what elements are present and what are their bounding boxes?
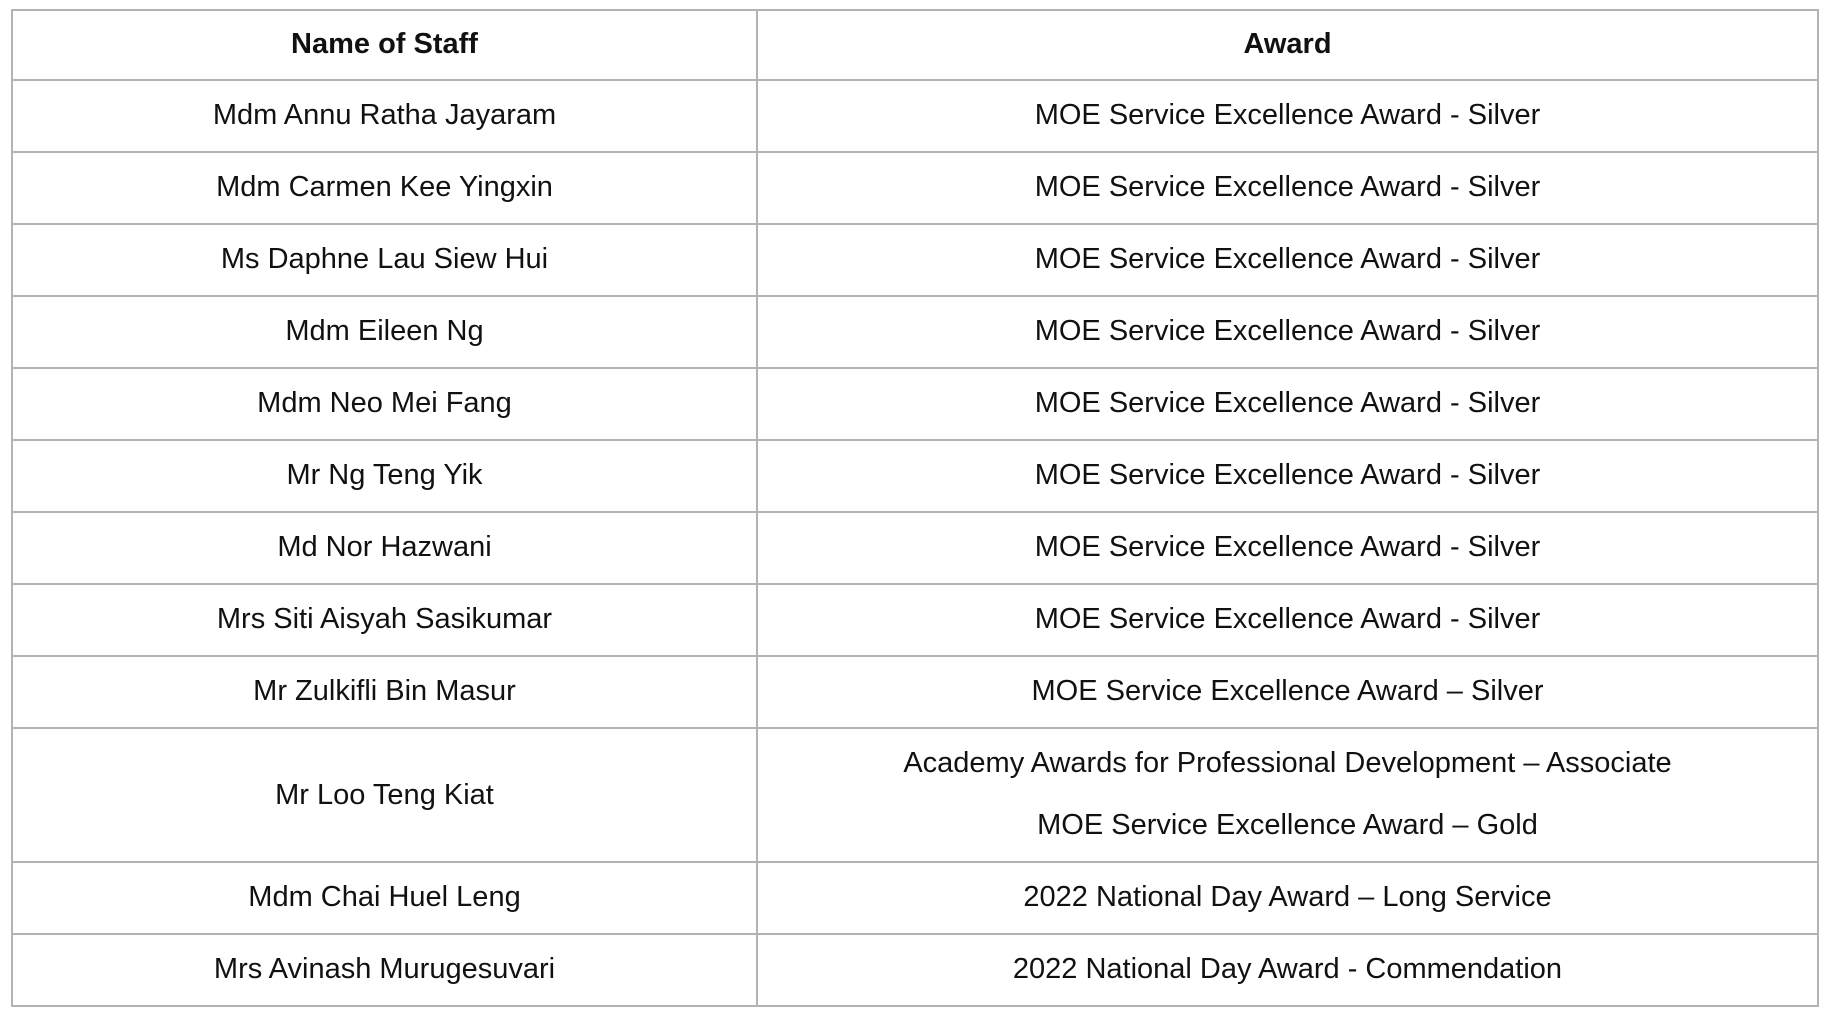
award-cell: MOE Service Excellence Award - Silver bbox=[757, 440, 1818, 512]
staff-name-cell: Mr Ng Teng Yik bbox=[12, 440, 757, 512]
table-row bbox=[12, 934, 1818, 1006]
award-cell: MOE Service Excellence Award - Silver bbox=[757, 368, 1818, 440]
staff-name-cell: Md Nor Hazwani bbox=[12, 512, 757, 584]
table-header-row bbox=[12, 10, 1818, 80]
award-cell: MOE Service Excellence Award - Silver bbox=[757, 512, 1818, 584]
staff-name-cell: Mdm Carmen Kee Yingxin bbox=[12, 152, 757, 224]
staff-name-cell: Ms Daphne Lau Siew Hui bbox=[12, 224, 757, 296]
staff-name-cell: Mrs Siti Aisyah Sasikumar bbox=[12, 584, 757, 656]
table-row bbox=[12, 224, 1818, 296]
staff-name-cell: Mdm Eileen Ng bbox=[12, 296, 757, 368]
award-line: MOE Service Excellence Award – Gold bbox=[1037, 809, 1538, 841]
staff-name-cell: Mdm Neo Mei Fang bbox=[12, 368, 757, 440]
staff-name-cell: Mr Zulkifli Bin Masur bbox=[12, 656, 757, 728]
header-name-of-staff: Name of Staff bbox=[12, 10, 757, 80]
staff-awards-table-container bbox=[11, 9, 1817, 1007]
award-cell: 2022 National Day Award - Commendation bbox=[757, 934, 1818, 1006]
header-award: Award bbox=[757, 10, 1818, 80]
table-row bbox=[12, 728, 1818, 862]
staff-name-cell: Mdm Annu Ratha Jayaram bbox=[12, 80, 757, 152]
staff-name-cell: Mr Loo Teng Kiat bbox=[12, 728, 757, 862]
award-cell: MOE Service Excellence Award - Silver bbox=[757, 80, 1818, 152]
table-row bbox=[12, 296, 1818, 368]
award-cell: MOE Service Excellence Award – Silver bbox=[757, 656, 1818, 728]
award-cell: MOE Service Excellence Award - Silver bbox=[757, 296, 1818, 368]
table-row bbox=[12, 80, 1818, 152]
table-row bbox=[12, 656, 1818, 728]
table-row bbox=[12, 152, 1818, 224]
table-row bbox=[12, 584, 1818, 656]
award-cell: MOE Service Excellence Award - Silver bbox=[757, 152, 1818, 224]
award-line: Academy Awards for Professional Development – Associate bbox=[903, 747, 1672, 779]
staff-awards-table bbox=[11, 9, 1819, 1007]
award-cell bbox=[757, 728, 1818, 862]
award-cell: MOE Service Excellence Award - Silver bbox=[757, 584, 1818, 656]
award-cell: MOE Service Excellence Award - Silver bbox=[757, 224, 1818, 296]
table-row bbox=[12, 512, 1818, 584]
table-row bbox=[12, 368, 1818, 440]
staff-name-cell: Mrs Avinash Murugesuvari bbox=[12, 934, 757, 1006]
staff-name-cell: Mdm Chai Huel Leng bbox=[12, 862, 757, 934]
award-cell: 2022 National Day Award – Long Service bbox=[757, 862, 1818, 934]
table-row bbox=[12, 862, 1818, 934]
table-row bbox=[12, 440, 1818, 512]
